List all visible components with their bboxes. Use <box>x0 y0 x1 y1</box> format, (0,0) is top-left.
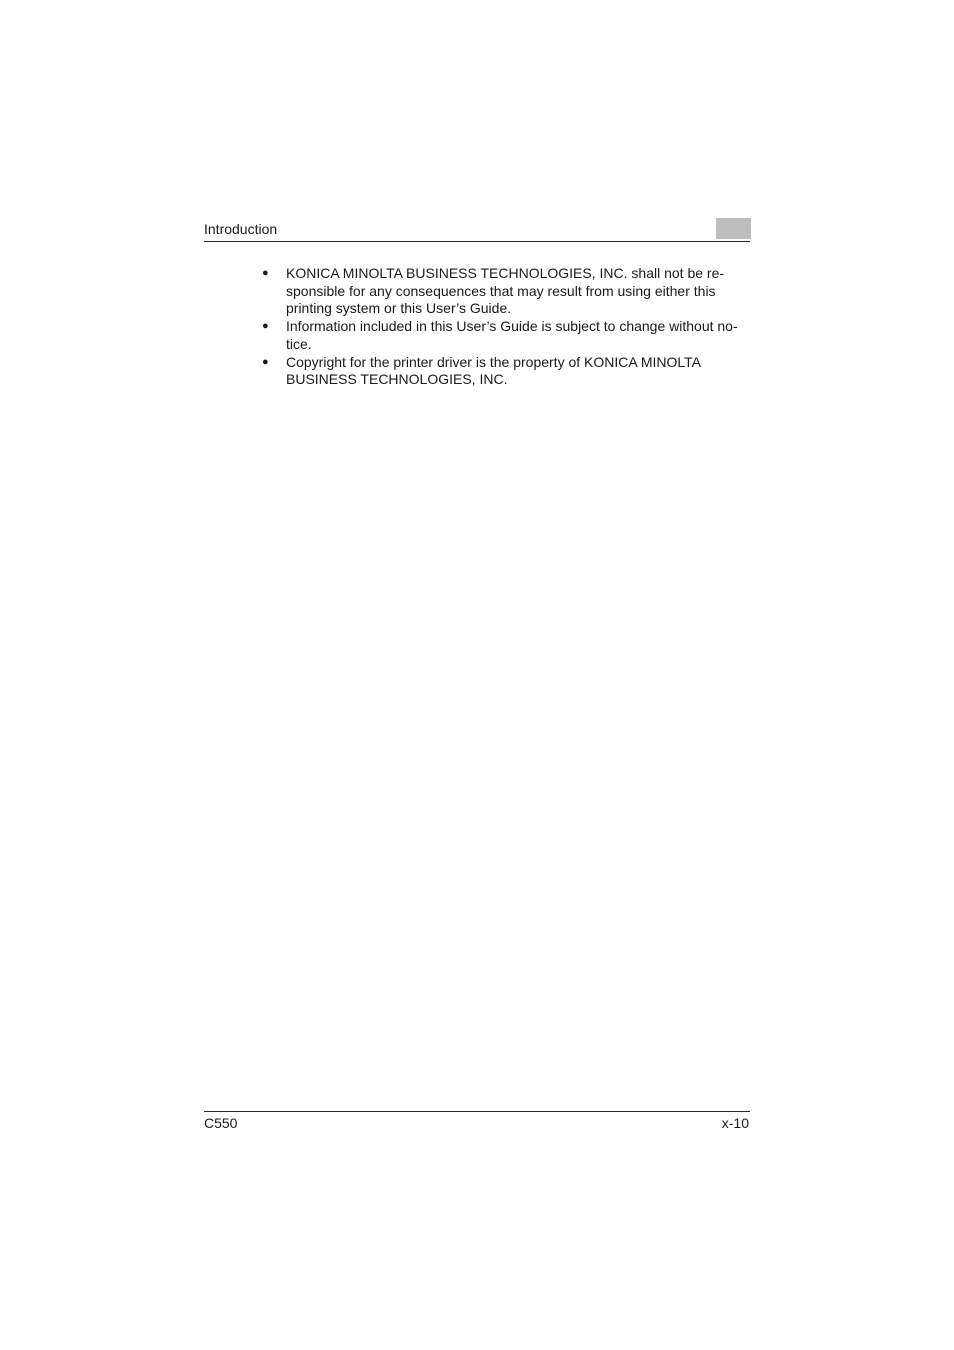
notice-list <box>262 265 752 389</box>
footer-divider <box>204 1111 750 1112</box>
header-divider <box>204 241 750 242</box>
list-item <box>262 265 752 318</box>
bullet-icon: ● <box>262 267 269 279</box>
list-item-line: tice. <box>286 335 312 352</box>
list-item-line: Copyright for the printer driver is the property of KONICA MINOLTA <box>286 353 701 370</box>
list-item-line: printing system or this User’s Guide. <box>286 300 512 317</box>
list-item-line: KONICA MINOLTA BUSINESS TECHNOLOGIES, INC. shall not be re- <box>286 265 725 281</box>
list-item-line: sponsible for any consequences that may result from using either this <box>286 282 716 299</box>
list-item-line: BUSINESS TECHNOLOGIES, INC. <box>286 371 508 388</box>
list-item-line: Information included in this User’s Guide is subject to change without no- <box>286 318 738 335</box>
section-title: Introduction <box>204 221 278 237</box>
header-tab-marker <box>716 218 751 239</box>
footer-page-number: x-10 <box>721 1115 749 1131</box>
list-item <box>262 354 752 389</box>
footer-model-name: C550 <box>204 1115 238 1131</box>
list-item <box>262 318 752 353</box>
bullet-icon: ● <box>262 355 269 368</box>
bullet-icon: ● <box>262 320 269 333</box>
